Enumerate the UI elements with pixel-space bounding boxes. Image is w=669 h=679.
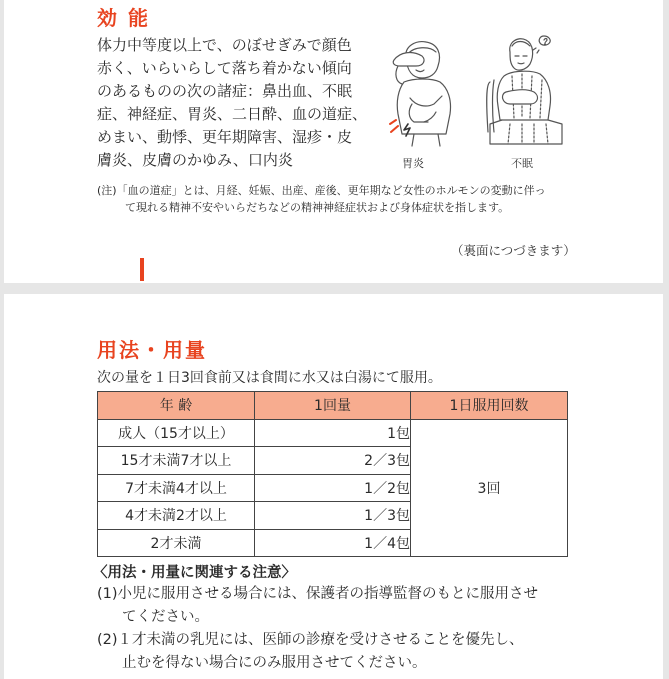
table-header-row — [98, 392, 568, 420]
note-line: て現れる精神不安やいらだちなどの精神神経症状および身体症状を指します。 — [125, 201, 510, 214]
blood-path-note — [97, 182, 546, 216]
caution-item-line: (2)１才未満の乳児には、医師の診療を受けさせることを優先し、 — [97, 632, 524, 648]
leaflet-page-bottom — [4, 294, 663, 679]
caution-list — [97, 583, 538, 675]
caution-item-line: 止むを得ない場合にのみ服用させてください。 — [122, 655, 427, 671]
accent-bar — [140, 258, 144, 281]
efficacy-line: のあるものの次の諸症：鼻出血、不眠 — [97, 82, 353, 100]
amount-cell: 1／4包 — [255, 529, 411, 557]
daily-times-cell: 3回 — [411, 419, 568, 557]
amount-cell: 1／3包 — [255, 502, 411, 530]
dosage-intro: 次の量を１日3回食前又は食間に水又は白湯にて服用。 — [97, 370, 442, 386]
caution-item-line: (1)小児に服用させる場合には、保護者の指導監督のもとに服用させ — [97, 586, 539, 602]
efficacy-text — [97, 34, 369, 172]
age-cell: 15才未満7才以上 — [98, 447, 255, 475]
caution-heading: 〈用法・用量に関連する注意〉 — [93, 565, 296, 581]
efficacy-line: 膚炎、皮膚のかゆみ、口内炎 — [97, 151, 293, 169]
continued-note: （裏面につづきます） — [451, 243, 576, 258]
figure-caption: 胃炎 — [402, 157, 424, 170]
figure-caption: 不眠 — [511, 157, 533, 170]
insomnia-man-illustration — [482, 32, 572, 150]
efficacy-line: 症、神経症、胃炎、二日酔、血の道症、 — [97, 105, 368, 123]
age-cell: 成人（15才以上） — [98, 419, 255, 447]
header-daily-times: 1日服用回数 — [411, 392, 568, 420]
leaflet-page-top — [4, 0, 663, 283]
age-cell: 2才未満 — [98, 529, 255, 557]
amount-cell: 1／2包 — [255, 474, 411, 502]
amount-cell: 1包 — [255, 419, 411, 447]
header-age: 年 齢 — [98, 392, 255, 420]
age-cell: 7才未満4才以上 — [98, 474, 255, 502]
dosage-heading: 用法・用量 — [97, 338, 207, 362]
table-row — [98, 419, 568, 447]
efficacy-heading: 効 能 — [97, 6, 150, 30]
caution-item-line: てください。 — [122, 609, 209, 625]
header-amount: 1回量 — [255, 392, 411, 420]
stomach-ache-man-illustration — [386, 38, 466, 148]
efficacy-line: 体力中等度以上で、のぼせぎみで顔色 — [97, 36, 352, 54]
efficacy-line: 赤く、いらいらして落ち着かない傾向 — [97, 59, 352, 77]
efficacy-line: めまい、動悸、更年期障害、湿疹・皮 — [97, 128, 353, 146]
amount-cell: 2／3包 — [255, 447, 411, 475]
age-cell: 4才未満2才以上 — [98, 502, 255, 530]
dosage-table — [97, 391, 568, 557]
note-line: (注)「血の道症」とは、月経、妊娠、出産、産後、更年期など女性のホルモンの変動に伴っ — [97, 184, 546, 197]
